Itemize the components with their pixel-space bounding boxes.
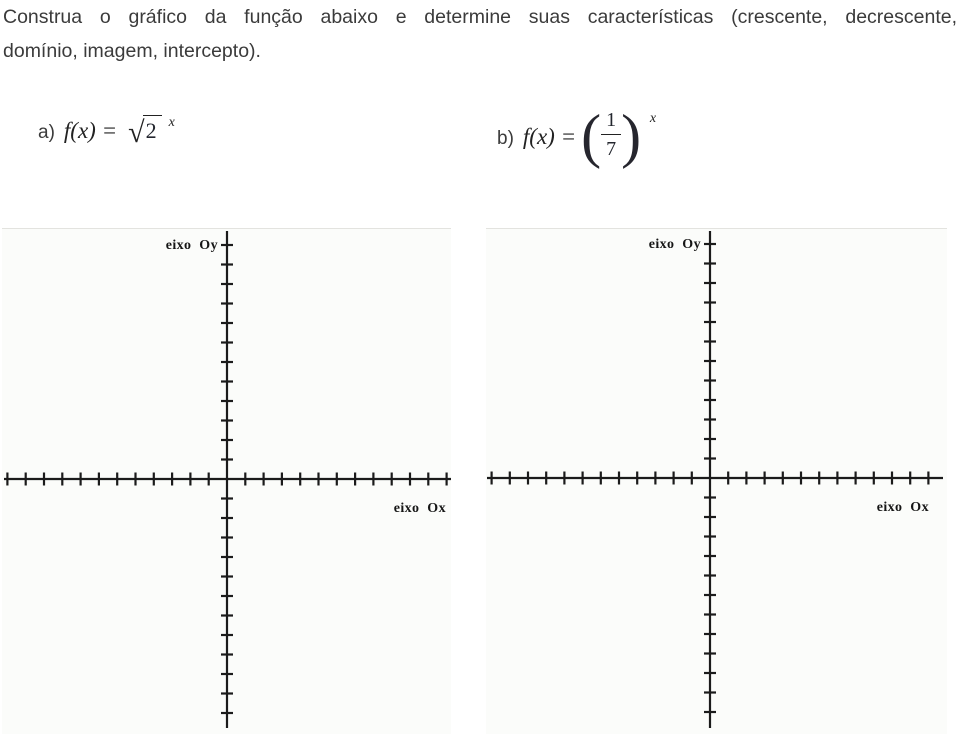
open-paren: ( xyxy=(581,103,602,169)
coordinate-grid-a xyxy=(2,228,451,734)
formula-b-lhs: f(x) = xyxy=(522,124,577,150)
exponent-b: x xyxy=(649,111,657,126)
instruction-line-2: domínio, imagem, intercepto). xyxy=(3,40,261,62)
fraction-denominator: 7 xyxy=(606,137,617,160)
x-axis-label: eixo Ox xyxy=(876,500,929,515)
fraction-numerator: 1 xyxy=(601,109,621,135)
grid-a-svg xyxy=(2,229,451,734)
vinculum-bar xyxy=(143,115,161,116)
exponent-a: x xyxy=(168,115,175,130)
formula-b xyxy=(497,103,657,169)
problem-a-label: a) xyxy=(38,122,55,143)
radical-sign-icon: √ xyxy=(128,116,145,149)
fraction-expression xyxy=(581,103,657,169)
radicand: 2 xyxy=(145,118,157,143)
coordinate-grid-b xyxy=(486,228,947,734)
fraction xyxy=(601,109,621,160)
sqrt-expression xyxy=(128,112,162,150)
instruction-line-1: Construa o gráfico da função abaixo e determine suas características (crescente, decrescente, xyxy=(3,6,957,28)
instruction-paragraph xyxy=(3,0,957,68)
x-axis-label: eixo Ox xyxy=(393,501,446,516)
y-axis-label: eixo Oy xyxy=(165,238,218,253)
problem-b-label: b) xyxy=(497,128,514,150)
formula-a-lhs: f(x) = xyxy=(63,118,118,143)
close-paren: ) xyxy=(621,103,642,169)
grid-b-svg xyxy=(486,229,947,734)
formula-a xyxy=(38,112,175,151)
y-axis-label: eixo Oy xyxy=(648,237,701,252)
